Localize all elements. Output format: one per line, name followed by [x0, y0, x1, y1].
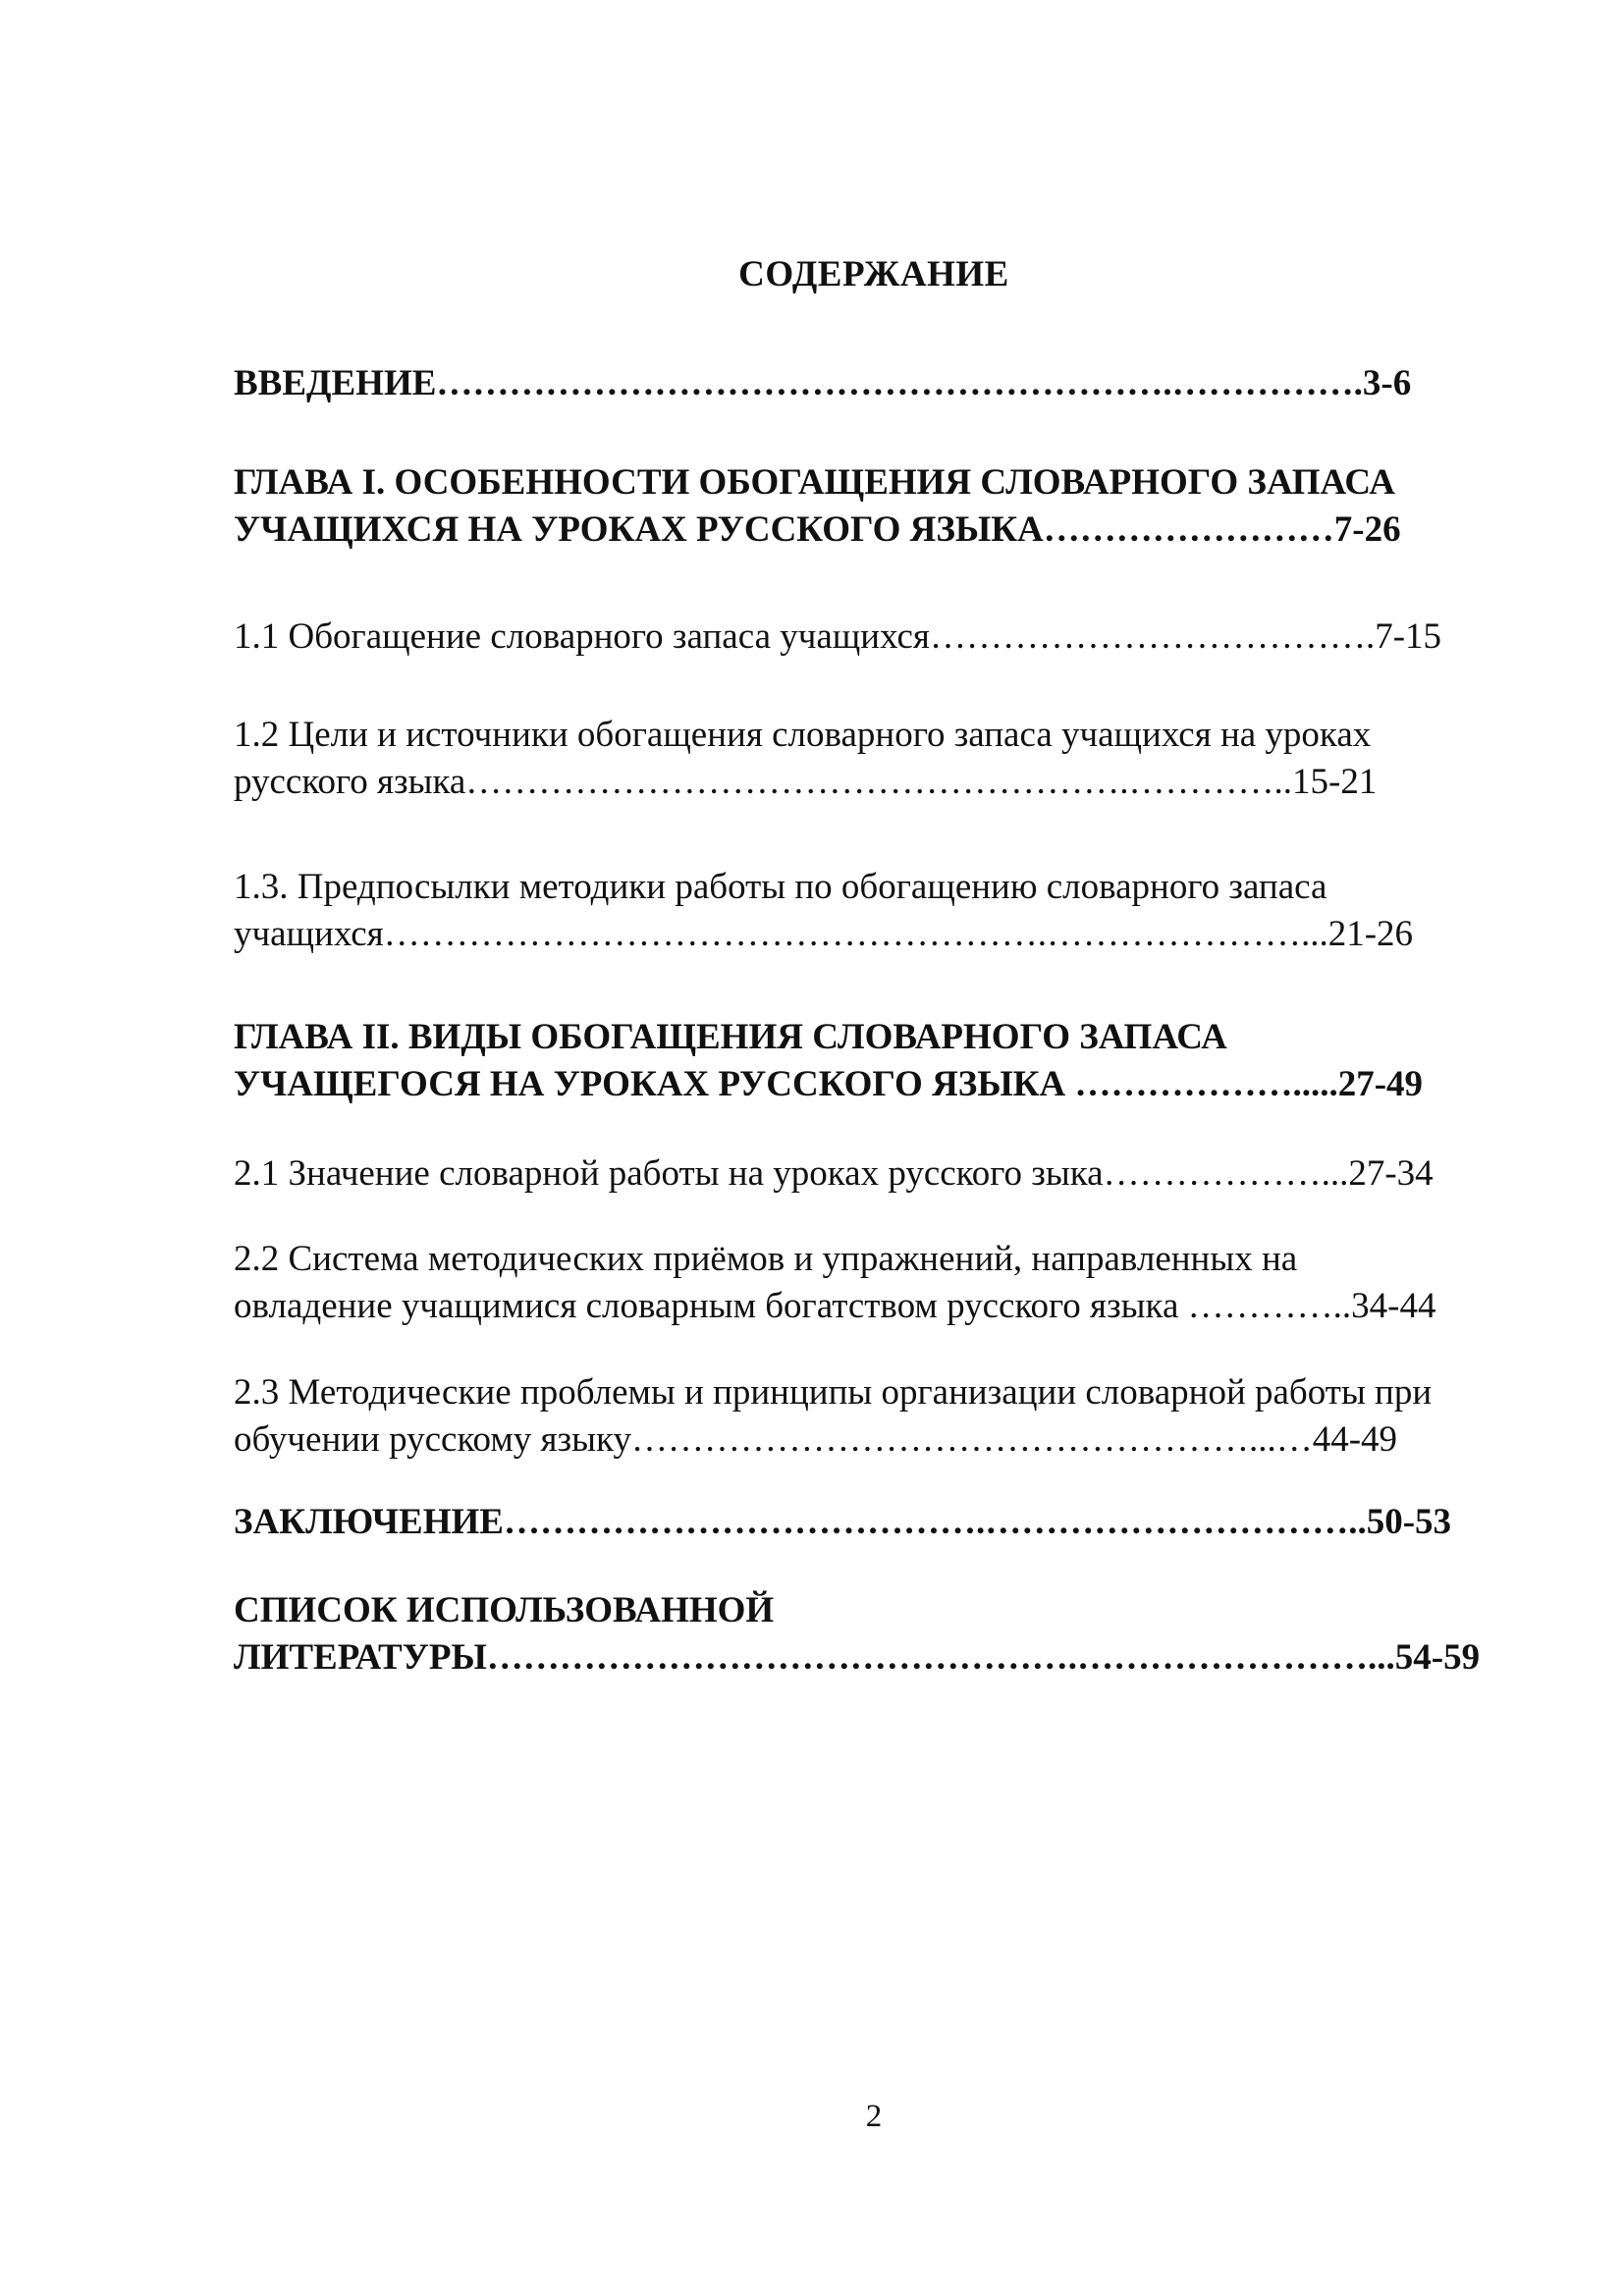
toc-entry-introduction: [234, 360, 1508, 407]
toc-entry-line: 2.3 Методические проблемы и принципы организации словарной работы при: [234, 1372, 1433, 1413]
toc-entry-line: УЧАЩЕГОСЯ НА УРОКАХ РУССКОГО ЯЗЫКА ……………….....27-49: [234, 1064, 1424, 1104]
toc-entry-line: ВВЕДЕНИЕ…………………………………………………….…………….3-6: [234, 363, 1412, 403]
toc-entry-line: 1.1 Обогащение словарного запаса учащихся……………………………….7-15: [234, 616, 1442, 657]
toc-entry-section-2-1: [234, 1150, 1508, 1198]
toc-entry-line: 1.3. Предпосылки методики работы по обогащению словарного запаса: [234, 867, 1327, 907]
toc-entry-line: СПИСОК ИСПОЛЬЗОВАННОЙ: [234, 1590, 775, 1630]
toc-entry-line: 2.2 Система методических приёмов и упражнений, направленных на: [234, 1239, 1298, 1279]
toc-entry-conclusion: [234, 1499, 1508, 1546]
page-number: 2: [865, 2099, 883, 2134]
toc-entry-line: ЛИТЕРАТУРЫ………………………………………….……………………...54-59: [234, 1637, 1481, 1678]
toc-entry-references: [234, 1587, 1508, 1682]
toc-entry-line: УЧАЩИХСЯ НА УРОКАХ РУССКОГО ЯЗЫКА……………………7-26: [234, 509, 1401, 550]
toc-entry-section-1-3: [234, 864, 1508, 958]
toc-entry-line: русского языка……………………………………………….…………..15-21: [234, 762, 1378, 802]
toc-title: СОДЕРЖАНИЕ: [738, 254, 1009, 294]
toc-entry-section-1-2: [234, 712, 1508, 806]
toc-entry-section-1-1: [234, 614, 1508, 661]
toc-entry-line: учащихся……………………………………………….…………………...21-26: [234, 914, 1414, 954]
toc-entry-chapter-2: [234, 1014, 1508, 1108]
toc-entry-line: ГЛАВА I. ОСОБЕННОСТИ ОБОГАЩЕНИЯ СЛОВАРНОГО ЗАПАСА: [234, 462, 1396, 503]
toc-entry-line: ЗАКЛЮЧЕНИЕ………………………………….…………………………..50-53: [234, 1502, 1452, 1542]
toc-entry-line: 1.2 Цели и источники обогащения словарного запаса учащихся на уроках: [234, 715, 1372, 755]
toc-entry-section-2-3: [234, 1369, 1508, 1464]
toc-entry-line: 2.1 Значение словарной работы на уроках русского зыка………………...27-34: [234, 1153, 1434, 1194]
toc-entry-line: обучении русскому языку……………………………………………...…44-49: [234, 1419, 1398, 1460]
toc-entry-chapter-1: [234, 459, 1508, 554]
toc-entry-section-2-2: [234, 1236, 1508, 1330]
toc-entry-line: овладение учащимися словарным богатством русского языка …………..34-44: [234, 1286, 1436, 1326]
toc-entry-line: ГЛАВА II. ВИДЫ ОБОГАЩЕНИЯ СЛОВАРНОГО ЗАПАСА: [234, 1017, 1227, 1057]
